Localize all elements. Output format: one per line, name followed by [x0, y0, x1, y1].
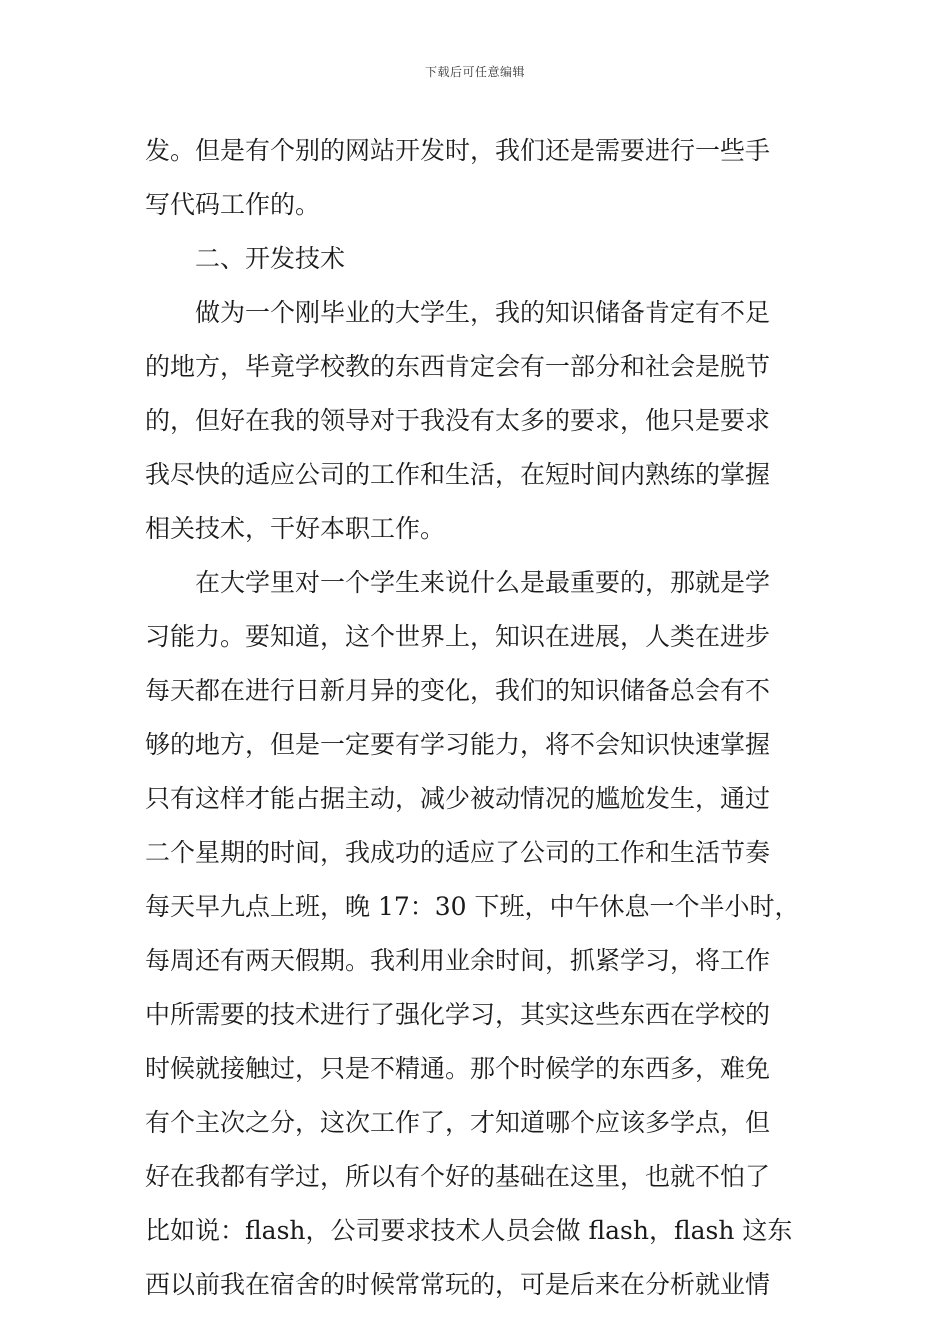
text-line: 有个主次之分，这次工作了，才知道哪个应该多学点，但 [145, 1108, 771, 1137]
text-line: 每天早九点上班，晚 17：30 下班，中午休息一个半小时， [145, 892, 800, 921]
text-line: 二个星期的时间，我成功的适应了公司的工作和生活节奏 [145, 838, 771, 867]
body-text [145, 124, 805, 1312]
text-line: 我尽快的适应公司的工作和生活，在短时间内熟练的掌握 [145, 460, 771, 489]
section-heading: 二、开发技术 [145, 244, 346, 273]
text-line: 比如说：flash，公司要求技术人员会做 flash，flash 这东 [145, 1216, 793, 1245]
text-line: 做为一个刚毕业的大学生，我的知识储备肯定有不足 [145, 298, 771, 327]
text-line: 时候就接触过，只是不精通。那个时候学的东西多，难免 [145, 1054, 771, 1083]
text-line: 够的地方，但是一定要有学习能力，将不会知识快速掌握 [145, 730, 771, 759]
text-line: 在大学里对一个学生来说什么是最重要的，那就是学 [145, 568, 771, 597]
text-line: 每周还有两天假期。我利用业余时间，抓紧学习，将工作 [145, 946, 771, 975]
text-line: 的地方，毕竟学校教的东西肯定会有一部分和社会是脱节 [145, 352, 771, 381]
text-line: 中所需要的技术进行了强化学习，其实这些东西在学校的 [145, 1000, 771, 1029]
text-line: 的，但好在我的领导对于我没有太多的要求，他只是要求 [145, 406, 771, 435]
text-line: 相关技术，干好本职工作。 [145, 514, 446, 543]
text-line: 发。但是有个别的网站开发时，我们还是需要进行一些手 [145, 136, 771, 165]
page-header: 下载后可任意编辑 [424, 65, 525, 79]
text-line: 写代码工作的。 [145, 190, 321, 219]
text-line: 好在我都有学过，所以有个好的基础在这里，也就不怕了 [145, 1162, 771, 1191]
text-line: 西以前我在宿舍的时候常常玩的，可是后来在分析就业情 [145, 1270, 771, 1299]
text-line: 习能力。要知道，这个世界上，知识在进展，人类在进步 [145, 622, 771, 651]
text-line: 只有这样才能占据主动，减少被动情况的尴尬发生，通过 [145, 784, 771, 813]
text-line: 每天都在进行日新月异的变化，我们的知识储备总会有不 [145, 676, 771, 705]
